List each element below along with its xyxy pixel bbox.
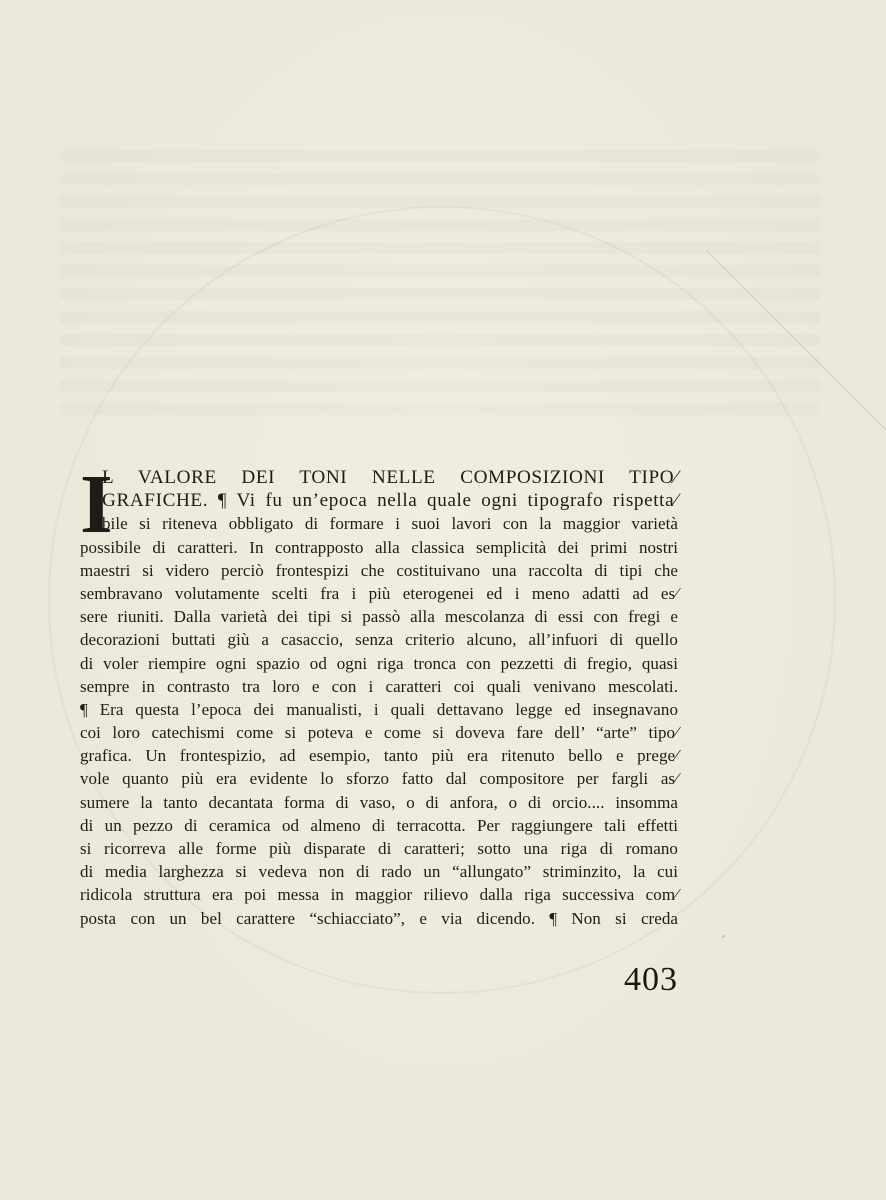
- page-number: 403: [624, 961, 678, 998]
- text-line-19: ridicola struttura era poi messa in maggior rilievo dalla riga successiva com⁄: [80, 885, 678, 905]
- text-line-4: possibile di caratteri. In contrapposto alla classica semplicità dei primi nostri: [80, 537, 678, 557]
- text-line-1: L VALORE DEI TONI NELLE COMPOSIZIONI TIPO⁄: [102, 467, 678, 488]
- text-line-2: GRAFICHE. ¶ Vi fu un’epoca nella quale ogni tipografo rispetta⁄: [102, 490, 678, 512]
- drop-cap-initial: I: [80, 458, 113, 551]
- text-line-18: di media larghezza si vedeva non di rado un “allungato” striminzito, la cui: [80, 862, 678, 882]
- text-line-13: grafica. Un frontespizio, ad esempio, tanto più era ritenuto bello e prege⁄: [80, 746, 678, 766]
- paper-speck: [722, 935, 725, 938]
- text-line-10: sempre in contrasto tra loro e con i caratteri coi quali venivano mescolati.: [80, 676, 678, 696]
- text-line-12: coi loro catechismi come si poteva e come si doveva fare dell’ “arte” tipo⁄: [80, 723, 678, 743]
- text-line-7: sere riuniti. Dalla varietà dei tipi si passò alla mescolanza di essi con fregi e: [80, 607, 678, 627]
- show-through-diagonal: [686, 0, 886, 480]
- text-line-15: sumere la tanto decantata forma di vaso, o di anfora, o di orcio.... insomma: [80, 792, 678, 812]
- article-body: [80, 458, 678, 930]
- text-line-14: vole quanto più era evidente lo sforzo fatto dal compositore per fargli as⁄: [80, 769, 678, 789]
- text-line-9: di voler riempire ogni spazio od ogni riga tronca con pezzetti di fregio, quasi: [80, 653, 678, 673]
- show-through-text: [60, 150, 820, 450]
- text-line-17: si ricorreva alle forme più disparate di caratteri; sotto una riga di romano: [80, 839, 678, 858]
- text-line-20: posta con un bel carattere “schiacciato”, e via dicendo. ¶ Non si creda: [80, 908, 678, 928]
- text-line-5: maestri si videro perciò frontespizi che costituivano una raccolta di tipi che: [80, 560, 678, 580]
- text-line-6: sembravano volutamente scelti fra i più eterogenei ed i meno adatti ad es⁄: [80, 583, 678, 603]
- text-line-16: di un pezzo di ceramica od almeno di terracotta. Per raggiungere tali effetti: [80, 815, 678, 835]
- text-line-3: bile si riteneva obbligato di formare i suoi lavori con la maggior varietà: [102, 514, 678, 534]
- text-line-8: decorazioni buttati giù a casaccio, senza criterio alcuno, all’infuori di quello: [80, 630, 678, 650]
- text-line-11: ¶ Era questa l’epoca dei manualisti, i quali dettavano legge ed insegnavano: [80, 699, 678, 719]
